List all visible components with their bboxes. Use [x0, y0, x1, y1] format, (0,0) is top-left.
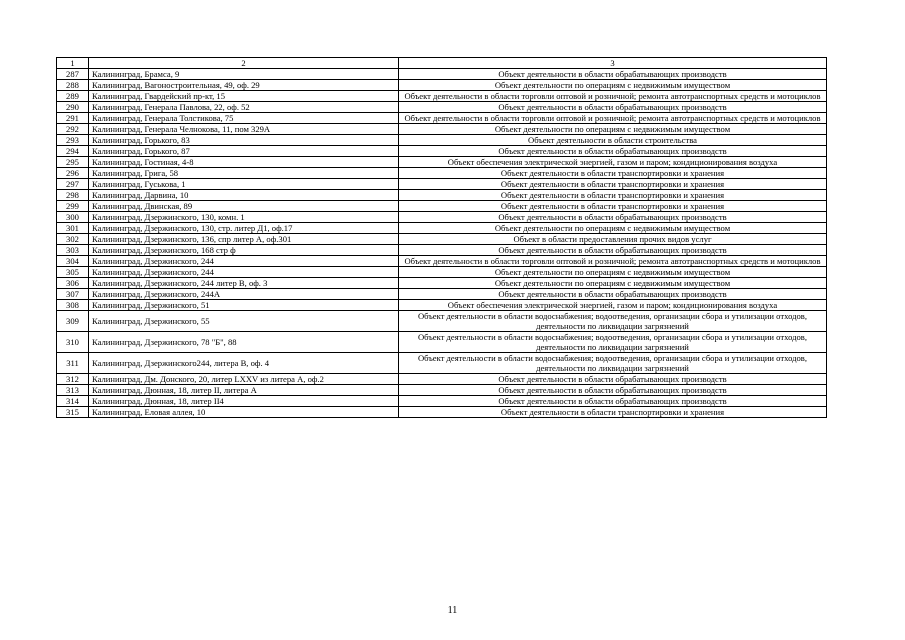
row-number: 313 [57, 385, 89, 396]
table-row [57, 234, 827, 245]
row-number: 295 [57, 157, 89, 168]
table-row [57, 256, 827, 267]
row-object-type: Объект обеспечения электрической энергией, газом и паром; кондиционирования воздуха [399, 300, 827, 311]
row-number: 288 [57, 80, 89, 91]
table-row [57, 146, 827, 157]
row-address: Калининград, Дзержинского, 136, спр литер А, оф.301 [89, 234, 399, 245]
row-object-type: Объект деятельности в области транспортировки и хранения [399, 168, 827, 179]
table-row [57, 385, 827, 396]
row-address: Калининград, Генерала Павлова, 22, оф. 52 [89, 102, 399, 113]
table-body [57, 69, 827, 418]
row-number: 287 [57, 69, 89, 80]
row-address: Калининград, Генерала Челнокова, 11, пом 329А [89, 124, 399, 135]
row-object-type: Объект деятельности в области обрабатывающих производств [399, 245, 827, 256]
row-address: Калининград, Дзержинского, 55 [89, 311, 399, 332]
row-number: 306 [57, 278, 89, 289]
row-address: Калининград, Двинская, 89 [89, 201, 399, 212]
row-number: 296 [57, 168, 89, 179]
table-row [57, 407, 827, 418]
row-object-type: Объект деятельности по операциям с недвижимым имуществом [399, 80, 827, 91]
table-row [57, 311, 827, 332]
row-number: 305 [57, 267, 89, 278]
row-address: Калининград, Дарвина, 10 [89, 190, 399, 201]
table-row [57, 201, 827, 212]
row-object-type: Объект деятельности в области обрабатывающих производств [399, 212, 827, 223]
row-address: Калининград, Брамса, 9 [89, 69, 399, 80]
row-object-type: Объект деятельности в области обрабатывающих производств [399, 102, 827, 113]
row-address: Калининград, Дзержинского, 168 стр ф [89, 245, 399, 256]
row-address: Калининград, Дзержинского, 244 [89, 256, 399, 267]
row-number: 310 [57, 332, 89, 353]
table-row [57, 267, 827, 278]
table-row [57, 396, 827, 407]
table-row [57, 91, 827, 102]
table-row [57, 278, 827, 289]
row-address: Калининград, Дзержинского, 244 литер В, оф. 3 [89, 278, 399, 289]
row-number: 304 [57, 256, 89, 267]
row-object-type: Объект деятельности в области водоснабжения; водоотведения, организации сбора и утилизации отходов, деятельности по ликвидации загрязнений [399, 353, 827, 374]
row-object-type: Объект деятельности в области торговли оптовой и розничной; ремонта автотранспортных средств и мотоциклов [399, 91, 827, 102]
table-row [57, 212, 827, 223]
row-number: 297 [57, 179, 89, 190]
table-row [57, 179, 827, 190]
row-number: 302 [57, 234, 89, 245]
row-address: Калининград, Горького, 87 [89, 146, 399, 157]
row-object-type: Объект деятельности в области транспортировки и хранения [399, 407, 827, 418]
table-row [57, 190, 827, 201]
registry-table [56, 57, 827, 418]
row-object-type: Объект в области предоставления прочих видов услуг [399, 234, 827, 245]
row-object-type: Объект деятельности в области обрабатывающих производств [399, 146, 827, 157]
table-row [57, 135, 827, 146]
table-row [57, 168, 827, 179]
row-address: Калининград, Гуськова, 1 [89, 179, 399, 190]
row-object-type: Объект деятельности в области транспортировки и хранения [399, 190, 827, 201]
row-object-type: Объект деятельности по операциям с недвижимым имуществом [399, 267, 827, 278]
table-row [57, 289, 827, 300]
row-number: 315 [57, 407, 89, 418]
table-row [57, 374, 827, 385]
row-number: 311 [57, 353, 89, 374]
row-number: 291 [57, 113, 89, 124]
header-row [57, 58, 827, 69]
table-row [57, 124, 827, 135]
table-row [57, 80, 827, 91]
row-number: 290 [57, 102, 89, 113]
row-object-type: Объект деятельности в области обрабатывающих производств [399, 289, 827, 300]
row-object-type: Объект деятельности в области обрабатывающих производств [399, 374, 827, 385]
row-object-type: Объект деятельности по операциям с недвижимым имуществом [399, 124, 827, 135]
row-address: Калининград, Дюнная, 18, литер II4 [89, 396, 399, 407]
page-number: 11 [447, 605, 458, 616]
row-object-type: Объект деятельности по операциям с недвижимым имуществом [399, 278, 827, 289]
table-row [57, 245, 827, 256]
row-address: Калининград, Еловая аллея, 10 [89, 407, 399, 418]
header-col-1: 1 [57, 58, 89, 69]
row-number: 314 [57, 396, 89, 407]
row-object-type: Объект деятельности в области обрабатывающих производств [399, 385, 827, 396]
row-address: Калининград, Дюнная, 18, литер II, литера А [89, 385, 399, 396]
row-number: 292 [57, 124, 89, 135]
row-object-type: Объект обеспечения электрической энергией, газом и паром; кондиционирования воздуха [399, 157, 827, 168]
row-address: Калининград, Дзержинского244, литера В, оф. 4 [89, 353, 399, 374]
row-address: Калининград, Генерала Толстикова, 75 [89, 113, 399, 124]
row-number: 300 [57, 212, 89, 223]
row-number: 303 [57, 245, 89, 256]
row-object-type: Объект деятельности в области обрабатывающих производств [399, 69, 827, 80]
row-object-type: Объект деятельности в области транспортировки и хранения [399, 179, 827, 190]
row-address: Калининград, Дзержинского, 78 "Б", 88 [89, 332, 399, 353]
table-row [57, 102, 827, 113]
row-number: 312 [57, 374, 89, 385]
row-number: 289 [57, 91, 89, 102]
row-address: Калининград, Вагоностроительная, 49, оф. 29 [89, 80, 399, 91]
row-address: Калининград, Гвардейский пр-кт, 15 [89, 91, 399, 102]
row-object-type: Объект деятельности в области торговли оптовой и розничной; ремонта автотранспортных средств и мотоциклов [399, 256, 827, 267]
row-object-type: Объект деятельности в области строительства [399, 135, 827, 146]
table-row [57, 300, 827, 311]
row-number: 309 [57, 311, 89, 332]
row-number: 299 [57, 201, 89, 212]
row-address: Калининград, Грига, 58 [89, 168, 399, 179]
row-object-type: Объект деятельности в области обрабатывающих производств [399, 396, 827, 407]
row-number: 307 [57, 289, 89, 300]
row-address: Калининград, Дзержинского, 51 [89, 300, 399, 311]
row-address: Калининград, Дм. Донского, 20, литер LXXV из литера А, оф.2 [89, 374, 399, 385]
table-row [57, 223, 827, 234]
row-object-type: Объект деятельности в области транспортировки и хранения [399, 201, 827, 212]
row-address: Калининград, Дзержинского, 130, комн. 1 [89, 212, 399, 223]
row-object-type: Объект деятельности в области водоснабжения; водоотведения, организации сбора и утилизации отходов, деятельности по ликвидации загрязнений [399, 311, 827, 332]
row-address: Калининград, Дзержинского, 244 [89, 267, 399, 278]
row-number: 298 [57, 190, 89, 201]
row-object-type: Объект деятельности в области торговли оптовой и розничной; ремонта автотранспортных средств и мотоциклов [399, 113, 827, 124]
header-col-3: 3 [399, 58, 827, 69]
header-col-2: 2 [89, 58, 399, 69]
table-row [57, 157, 827, 168]
row-number: 294 [57, 146, 89, 157]
row-address: Калининград, Дзержинского, 244А [89, 289, 399, 300]
row-number: 301 [57, 223, 89, 234]
row-number: 293 [57, 135, 89, 146]
table-row [57, 353, 827, 374]
row-address: Калининград, Горького, 83 [89, 135, 399, 146]
table-row [57, 332, 827, 353]
row-address: Калининград, Гостиная, 4-8 [89, 157, 399, 168]
row-object-type: Объект деятельности по операциям с недвижимым имуществом [399, 223, 827, 234]
row-address: Калининград, Дзержинского, 130, стр. литер Д1, оф.17 [89, 223, 399, 234]
table-row [57, 113, 827, 124]
row-number: 308 [57, 300, 89, 311]
row-object-type: Объект деятельности в области водоснабжения; водоотведения, организации сбора и утилизации отходов, деятельности по ликвидации загрязнений [399, 332, 827, 353]
table-row [57, 69, 827, 80]
